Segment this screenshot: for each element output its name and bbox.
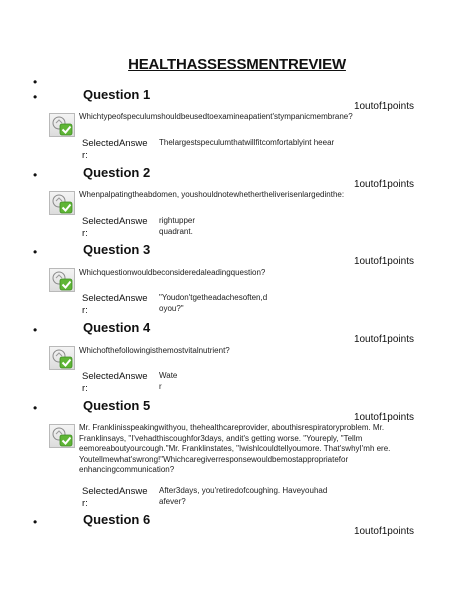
correct-check-icon (49, 191, 75, 215)
points-score: 1outof1points (353, 526, 414, 537)
page-title: HEALTHASSESSMENTREVIEW (128, 56, 346, 73)
correct-check-icon (49, 346, 75, 370)
points-score: 1outof1points (353, 412, 414, 423)
question-title: Question 5 (83, 398, 151, 413)
selected-answer: "Youdon'tgetheadachesoften,d oyou?" (159, 293, 268, 313)
bullet: • (33, 168, 38, 182)
selected-answer-label: SelectedAnswe r: (82, 216, 148, 239)
bullet: • (33, 515, 38, 529)
bullet: • (33, 75, 38, 89)
correct-check-icon (49, 113, 75, 137)
question-title: Question 6 (83, 512, 151, 527)
bullet: • (33, 245, 38, 259)
selected-answer-label: SelectedAnswe r: (82, 486, 148, 509)
selected-answer: Wate r (159, 371, 178, 391)
question-title: Question 1 (83, 87, 151, 102)
selected-answer-label: SelectedAnswe r: (82, 138, 148, 161)
points-score: 1outof1points (353, 179, 414, 190)
selected-answer-label: SelectedAnswe r: (82, 293, 148, 316)
selected-answer: After3days, you'retiredofcoughing. Haveyouhad afever? (159, 486, 328, 506)
selected-answer-label: SelectedAnswe r: (82, 371, 148, 394)
points-score: 1outof1points (353, 334, 414, 345)
correct-check-icon (49, 424, 75, 448)
selected-answer: rightupper quadrant. (159, 216, 196, 236)
question-title: Question 2 (83, 165, 151, 180)
question-text: Whichtypeofspeculumshouldbeusedtoexamineapatient'stympanicmembrane? (79, 112, 353, 121)
question-title: Question 3 (83, 242, 151, 257)
question-title: Question 4 (83, 320, 151, 335)
points-score: 1outof1points (353, 256, 414, 267)
bullet: • (33, 323, 38, 337)
selected-answer: Thelargestspeculumthatwillfitcomfortablyint heear (159, 138, 335, 147)
question-text: Whichofthefollowingisthemostvitalnutrient? (79, 346, 230, 355)
points-score: 1outof1points (353, 101, 414, 112)
correct-check-icon (49, 268, 75, 292)
question-text: Mr. Franklinisspeakingwithyou, thehealthcareprovider, abouthisrespiratoryproblem. Mr. Franklinsays, "I'vehadthiscoughfor3days, andit's getting worse. "Youreply, "Tellm eemoreaboutyourcough."Mr. Franklinstates, "Iwishlcouldtellyoumore. That'swhyI'mh ere. Youtellmewhat'swrong!"Whichcaregiverresponsewouldbemostappropriatefor enhancingcommunication? (79, 423, 391, 474)
question-text: Whichquestionwouldbeconsideredaleadingquestion? (79, 268, 266, 277)
bullet: • (33, 90, 38, 104)
bullet: • (33, 401, 38, 415)
question-text: Whenpalpatingtheabdomen, youshouldnotewhethertheliverisenlargedinthe: (79, 190, 345, 199)
